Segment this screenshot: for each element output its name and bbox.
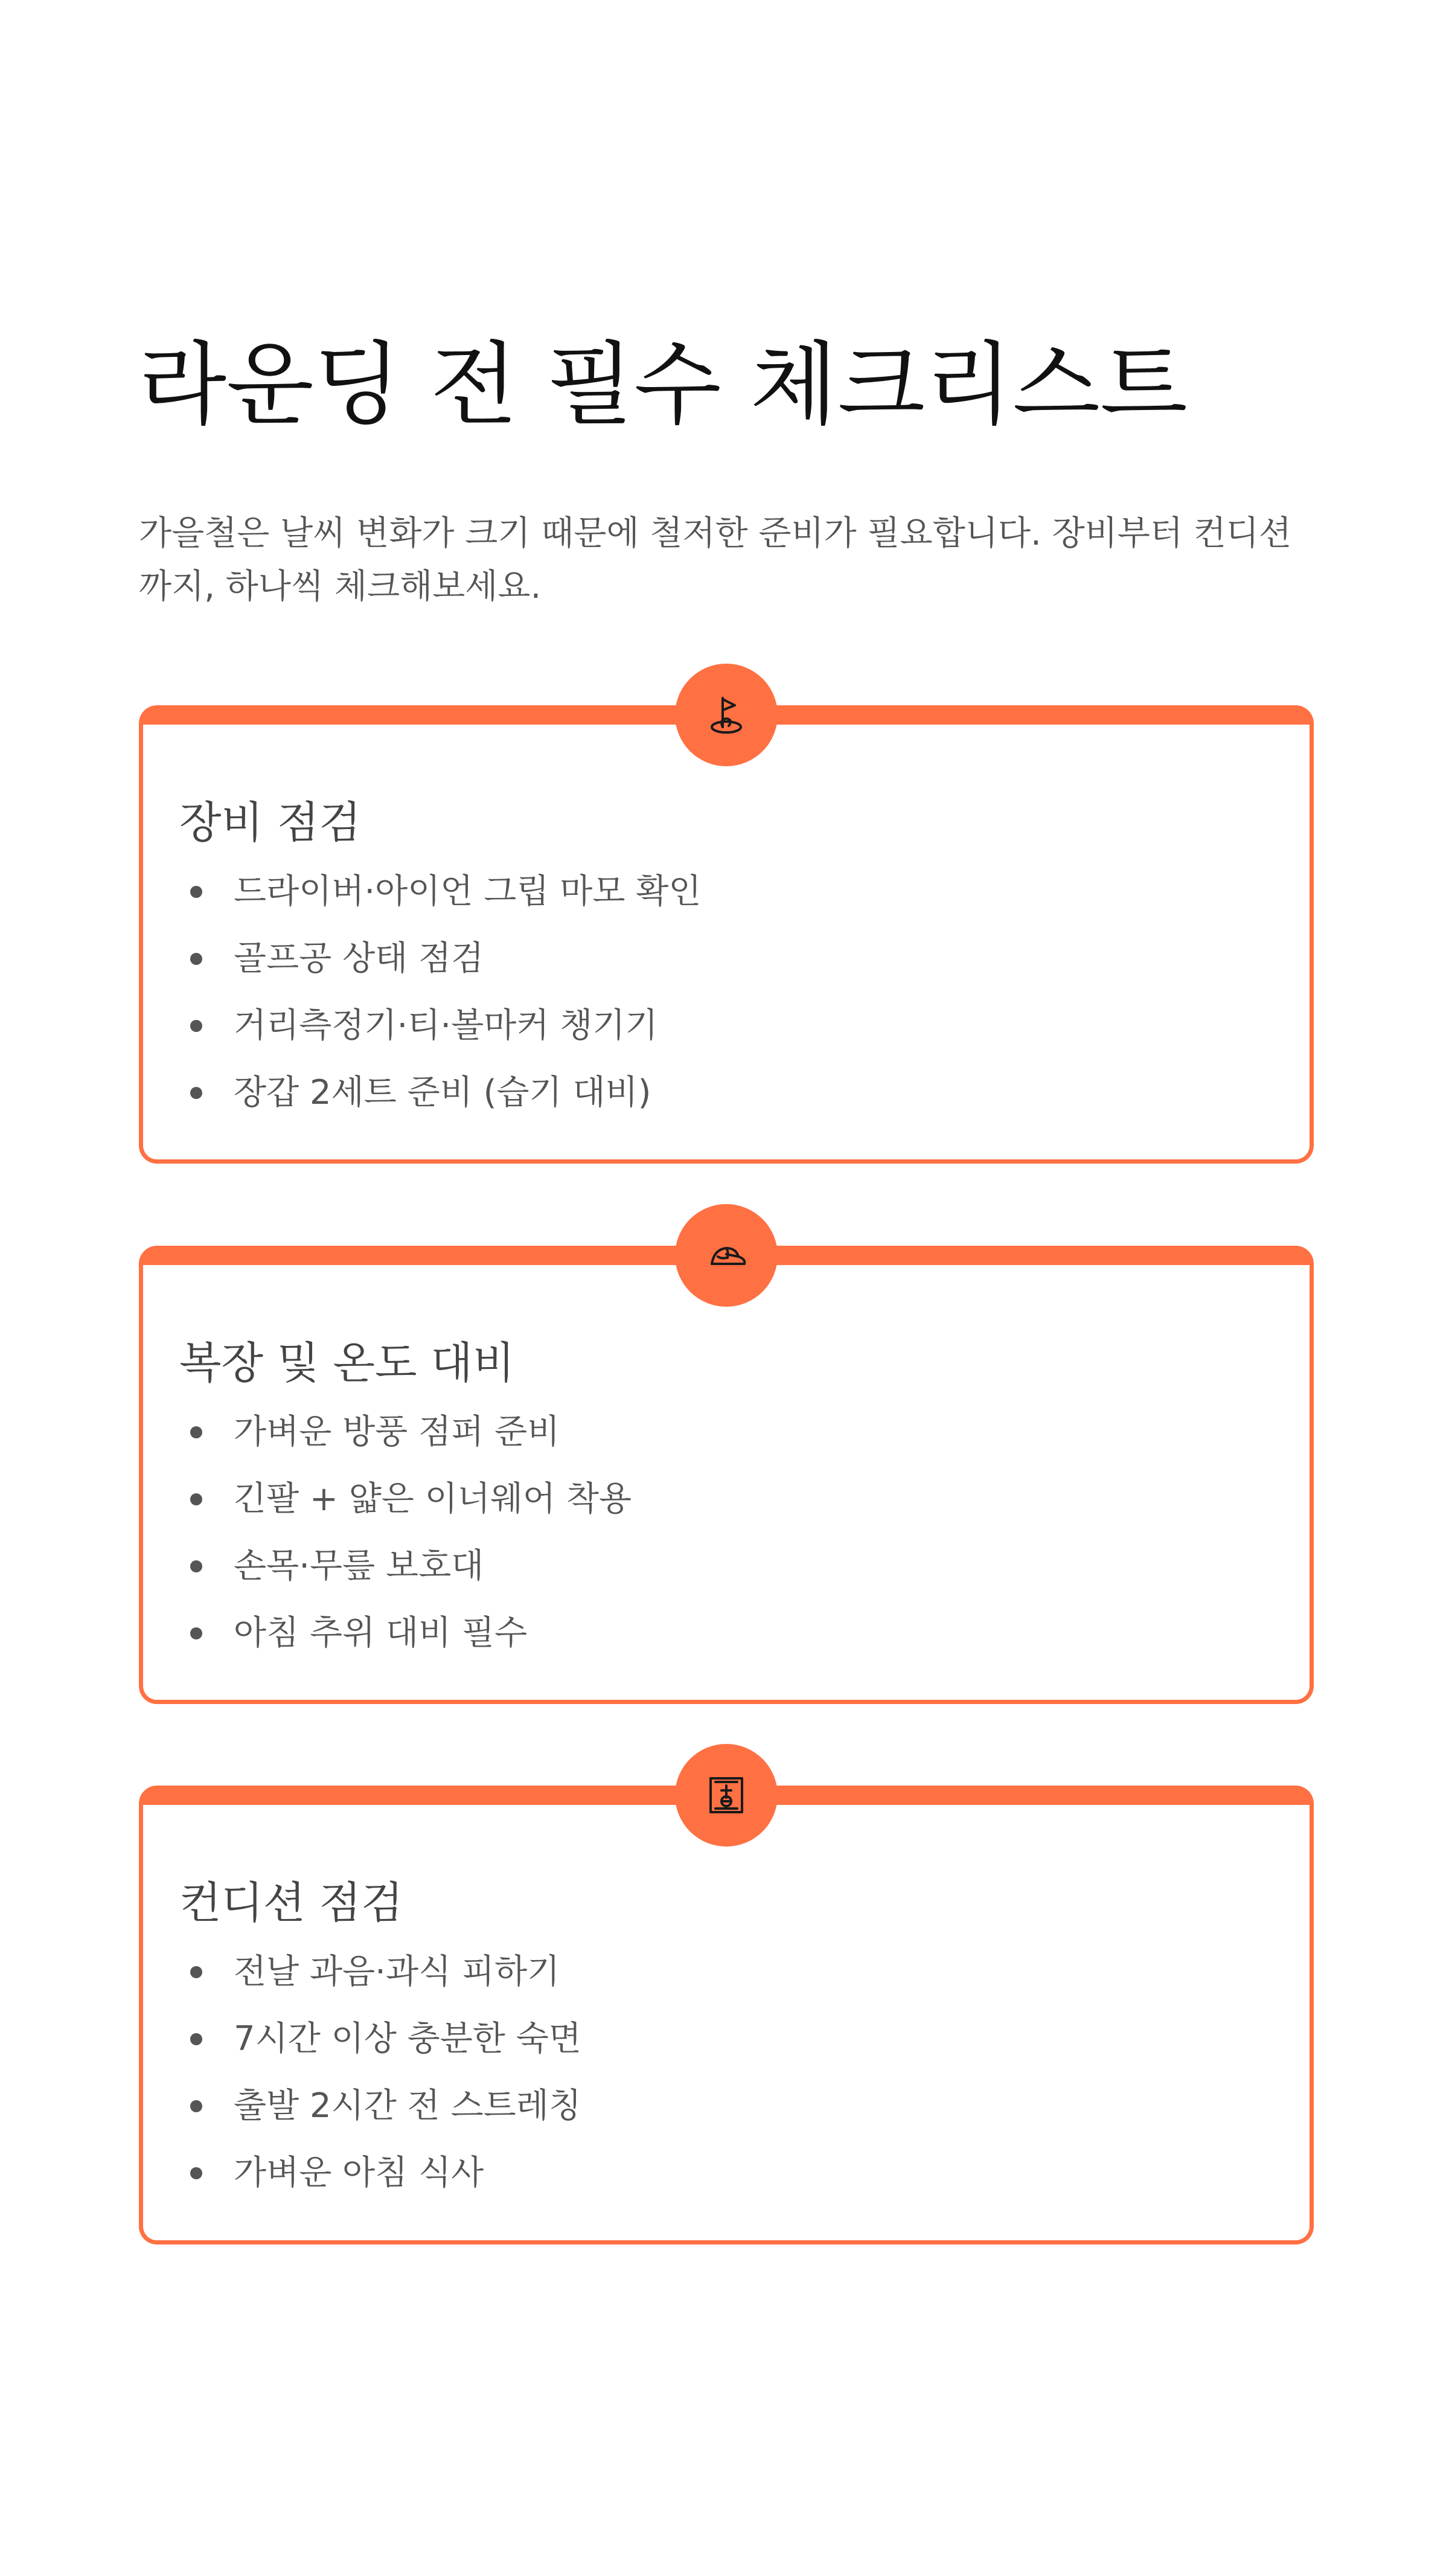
bullet-icon <box>190 886 202 898</box>
bullet-icon <box>190 1560 202 1572</box>
bullet-icon <box>190 2100 202 2112</box>
cap-icon <box>702 1231 750 1280</box>
checklist-item <box>179 1410 632 1477</box>
section-card-equipment <box>139 705 1314 1164</box>
bullet-icon <box>190 1627 202 1639</box>
section-heading: 컨디션 점검 <box>179 1877 403 1928</box>
section-heading: 장비 점검 <box>179 797 362 848</box>
checklist-item-label: 가벼운 아침 식사 <box>234 2153 484 2193</box>
bullet-icon <box>190 1087 202 1099</box>
checklist-item-label: 출발 2시간 전 스트레칭 <box>234 2086 581 2126</box>
section-heading: 복장 및 온도 대비 <box>179 1338 515 1388</box>
checklist-item <box>179 1544 632 1611</box>
bullet-icon <box>190 2033 202 2045</box>
checklist-item <box>179 2151 581 2218</box>
checklist <box>179 870 701 1138</box>
page-title: 라운딩 전 필수 체크리스트 <box>139 333 1188 438</box>
section-card-condition <box>139 1786 1314 2244</box>
checklist <box>179 1950 581 2218</box>
checklist-item-label: 전날 과음·과식 피하기 <box>234 1952 560 1991</box>
bullet-icon <box>190 1493 202 1505</box>
checklist-item-label: 손목·무릎 보호대 <box>234 1546 484 1586</box>
checklist-item <box>179 937 701 1004</box>
checklist-item <box>179 1950 581 2017</box>
thermometer-icon <box>702 1771 750 1819</box>
intro-text: 가을철은 날씨 변화가 크기 때문에 철저한 준비가 필요합니다. 장비부터 컨디션까지, 하나씩 체크해보세요. <box>139 514 1292 606</box>
section-badge <box>675 1204 778 1307</box>
checklist-item-label: 장갑 2세트 준비 (습기 대비) <box>234 1073 651 1112</box>
section-badge <box>675 1744 778 1847</box>
checklist-item <box>179 2084 581 2151</box>
checklist-item-label: 거리측정기·티·볼마커 챙기기 <box>234 1006 658 1045</box>
checklist <box>179 1410 632 1678</box>
checklist-item <box>179 1071 701 1138</box>
bullet-icon <box>190 1966 202 1978</box>
checklist-item-label: 드라이버·아이언 그립 마모 확인 <box>234 872 702 911</box>
section-badge <box>675 664 778 766</box>
checklist-item-label: 가벼운 방풍 점퍼 준비 <box>234 1412 560 1452</box>
section-card-clothing <box>139 1246 1314 1704</box>
checklist-item-label: 7시간 이상 충분한 숙면 <box>234 2019 581 2059</box>
bullet-icon <box>190 953 202 965</box>
bullet-icon <box>190 1020 202 1032</box>
checklist-item <box>179 1004 701 1071</box>
bullet-icon <box>190 1426 202 1438</box>
checklist-item-label: 골프공 상태 점검 <box>234 939 484 978</box>
checklist-item <box>179 870 701 937</box>
checklist-item <box>179 1477 632 1544</box>
checklist-item-label: 긴팔 + 얇은 이너웨어 착용 <box>234 1479 632 1519</box>
checklist-item <box>179 2017 581 2084</box>
golf-flag-icon <box>702 691 750 739</box>
bullet-icon <box>190 2167 202 2179</box>
checklist-item <box>179 1611 632 1678</box>
checklist-item-label: 아침 추위 대비 필수 <box>234 1613 528 1653</box>
